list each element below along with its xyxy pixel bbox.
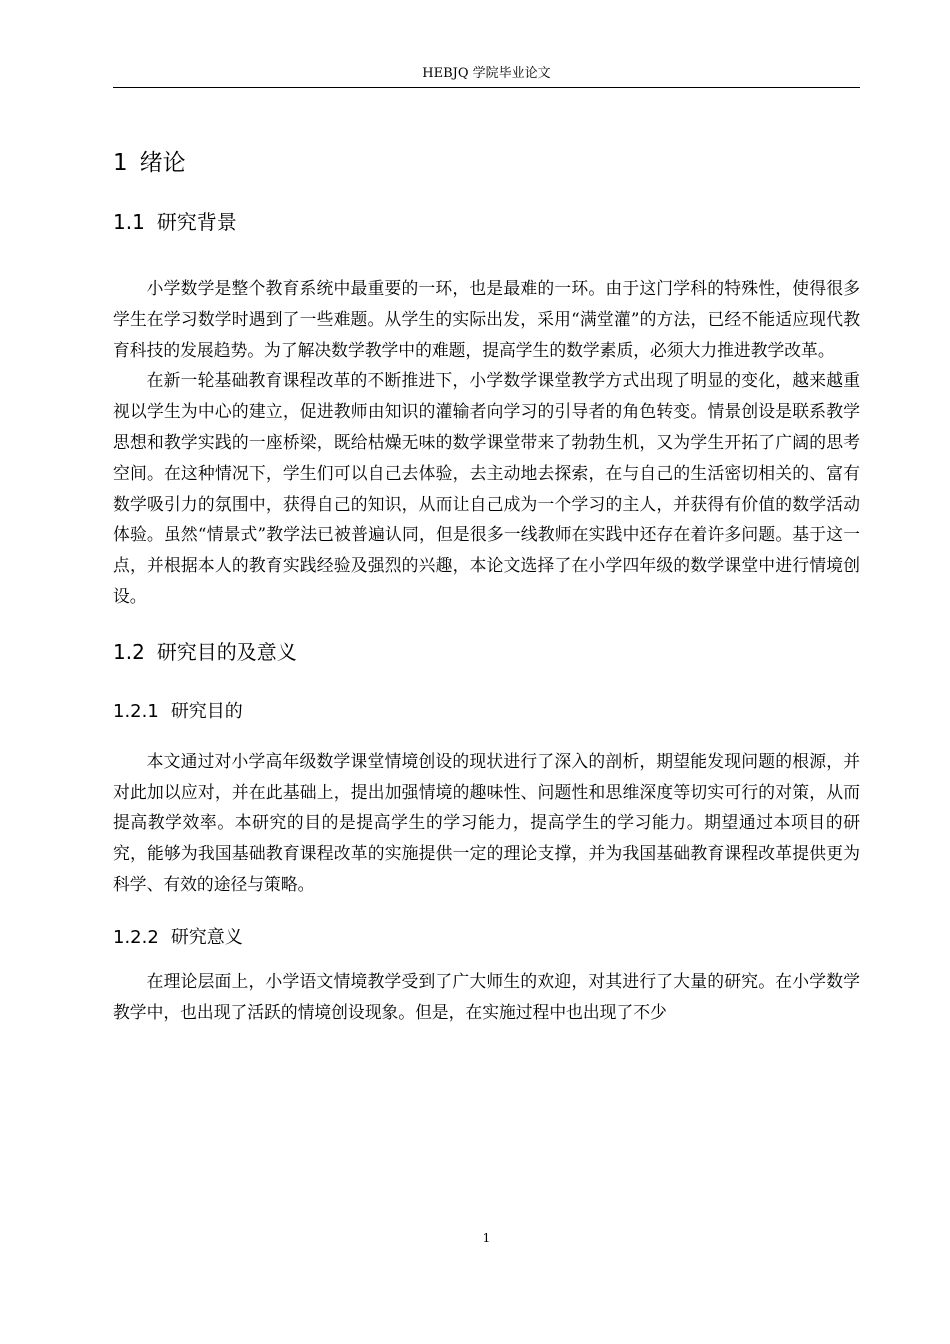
chapter-title: 绪论 — [139, 150, 186, 176]
subsection-number: 1.2.1 — [113, 700, 159, 722]
page-number: 1 — [482, 1231, 491, 1245]
section-heading-1-1 — [113, 204, 860, 240]
subsection-number: 1.2.2 — [113, 926, 159, 948]
page-content — [113, 140, 860, 1027]
section-title: 研究目的及意义 — [156, 639, 297, 664]
chapter-number: 1 — [113, 150, 128, 176]
paragraph: 小学数学是整个教育系统中最重要的一环，也是最难的一环。由于这门学科的特殊性，使得很多学生在学习数学时遇到了一些难题。从学生的实际出发，采用“满堂灌”的方法，已经不能适应现代教育科技的发展趋势。为了解决数学教学中的难题，提高学生的数学素质，必须大力推进教学改革。 — [113, 278, 860, 360]
section-number: 1.2 — [113, 639, 145, 664]
subsection-heading-1-2-2 — [113, 922, 860, 954]
paragraph: 在理论层面上，小学语文情境教学受到了广大师生的欢迎，对其进行了大量的研究。在小学数学教学中，也出现了活跃的情境创设现象。但是，在实施过程中也出现了不少 — [113, 970, 860, 1022]
section-heading-1-2 — [113, 634, 860, 670]
paragraph: 在新一轮基础教育课程改革的不断推进下，小学数学课堂教学方式出现了明显的变化，越来越重视以学生为中心的建立，促进教师由知识的灌输者向学习的引导者的角色转变。情景创设是联系教学思想和教学实践的一座桥梁，既给枯燥无味的数学课堂带来了勃勃生机，又为学生开拓了广阔的思考空间。在这种情况下，学生们可以自己去体验，去主动地去探索，在与自己的生活密切相关的、富有数学吸引力的氛围中，获得自己的知识，从而让自己成为一个学习的主人，并获得有价值的数学活动体验。虽然“情景式”教学法已被普遍认同，但是很多一线教师在实践中还存在着许多问题。基于这一点，并根据本人的教育实践经验及强烈的兴趣，本论文选择了在小学四年级的数学课堂中进行情境创设。 — [113, 370, 860, 606]
paragraph: 本文通过对小学高年级数学课堂情境创设的现状进行了深入的剖析，期望能发现问题的根源，并对此加以应对，并在此基础上，提出加强情境的趣味性、问题性和思维深度等切实可行的对策，从而提高教学效率。本研究的目的是提高学生的学习能力，提高学生的学习能力。期望通过本项目的研究，能够为我国基础教育课程改革的实施提供一定的理论支撑，并为我国基础教育课程改革提供更为科学、有效的途径与策略。 — [113, 750, 860, 894]
section-number: 1.1 — [113, 210, 145, 234]
subsection-heading-1-2-1 — [113, 696, 860, 728]
subsection-title: 研究意义 — [170, 926, 243, 948]
section-title: 研究背景 — [156, 210, 237, 234]
chapter-heading — [113, 140, 860, 186]
running-header: HEBJQ 学院毕业论文 — [422, 66, 551, 81]
header-rule — [113, 87, 860, 88]
subsection-title: 研究目的 — [170, 700, 243, 722]
